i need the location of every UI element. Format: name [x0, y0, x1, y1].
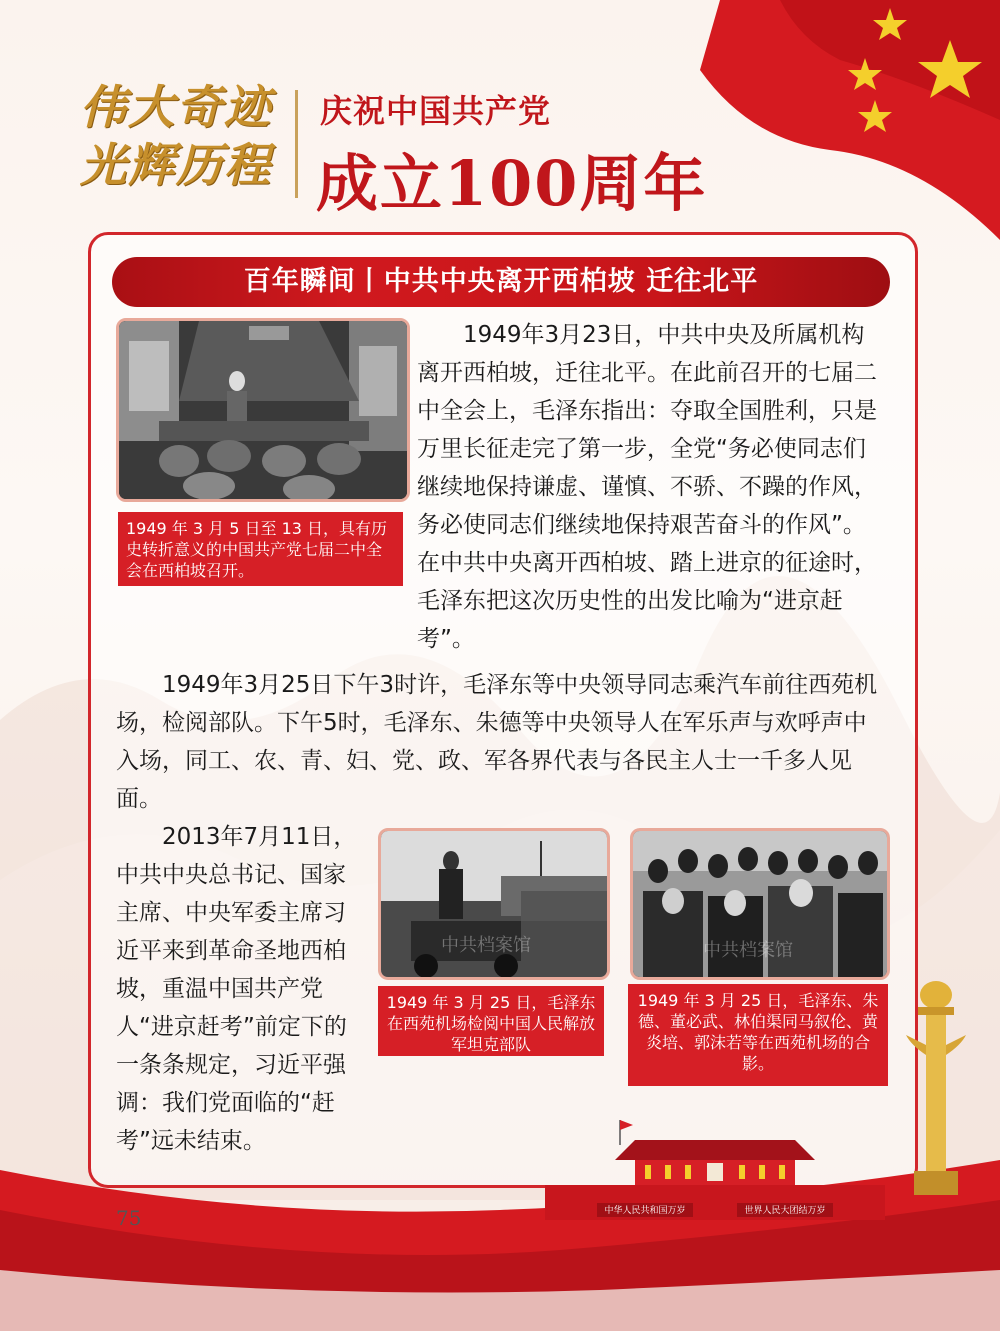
- meeting-photo-image: [119, 321, 407, 499]
- calligraphy-line-2: 光辉历程: [80, 138, 272, 192]
- paragraph-2: 1949年3月25日下午3时许，毛泽东等中央领导同志乘汽车前往西苑机场，检阅部队。下午5时，毛泽东、朱德等中央领导人在军乐声与欢呼声中入场，同工、农、青、妇、党、政、军各界代表与各民主人士一千多人见面。: [116, 672, 878, 812]
- tank-review-photo-image: [381, 831, 607, 977]
- tiananmen-gate: [545, 1120, 885, 1220]
- paragraph-1: 1949年3月23日，中共中央及所属机构离开西柏坡，迁往北平。在此前召开的七届二中全会上，毛泽东指出：夺取全国胜利，只是万里长征走完了第一步，全党“务必使同志们继续地保持谦虚、谨慎、不骄、不躁的作风，务必使同志们继续地保持艰苦奋斗的作风”。在中共中央离开西柏坡、踏上进京的征途时，毛泽东把这次历史性的出发比喻为“进京赶考”。: [417, 322, 877, 652]
- watermark-text: 中共档案馆: [441, 935, 531, 956]
- header-title: 成立100周年: [316, 147, 708, 220]
- watermark-text: 中共档案馆: [703, 940, 793, 961]
- group-photo-caption: 1949 年 3 月 25 日，毛泽东、朱德、董必武、林伯渠同马叙伦、黄炎培、郭沫若等在西苑机场的合影。: [628, 984, 888, 1086]
- page-number: 75: [116, 1206, 142, 1230]
- calligraphy-line-1: 伟大奇迹: [80, 80, 272, 134]
- tank-review-photo: [378, 828, 610, 980]
- paragraph-3: 2013年7月11日，中共中央总书记、国家主席、中央军委主席习近平来到革命圣地西柏坡，重温中国共产党人“进京赶考”前定下的一条条规定，习近平强调：我们党面临的“赶考”远未结束。: [116, 824, 357, 1154]
- left-slogan: 中华人民共和国万岁: [604, 1206, 686, 1216]
- group-photo: [630, 828, 890, 980]
- group-photo-image: [633, 831, 887, 977]
- tank-review-photo-caption: 1949 年 3 月 25 日，毛泽东在西苑机场检阅中国人民解放军坦克部队: [378, 986, 604, 1056]
- calligraphy-title: [80, 78, 280, 194]
- huabiao-pillar: [906, 975, 966, 1195]
- page-header: [80, 78, 780, 218]
- header-subtitle: 庆祝中国共产党: [320, 92, 552, 130]
- meeting-photo: [116, 318, 410, 502]
- header-divider: [295, 90, 298, 198]
- section-heading: 百年瞬间丨中共中央离开西柏坡 迁往北平: [112, 257, 890, 307]
- right-slogan: 世界人民大团结万岁: [744, 1206, 826, 1216]
- meeting-photo-caption: 1949 年 3 月 5 日至 13 日，具有历史转折意义的中国共产党七届二中全会在西柏坡召开。: [118, 512, 403, 586]
